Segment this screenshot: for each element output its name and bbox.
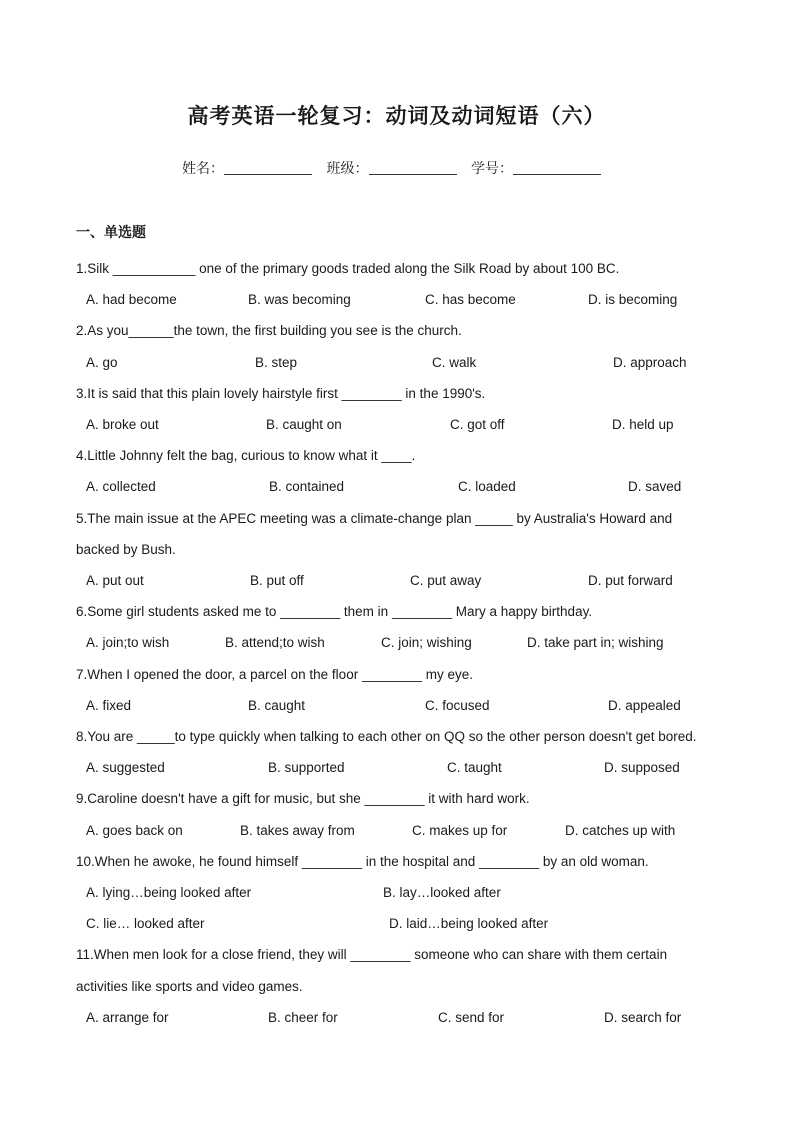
question-7-text: 7.When I opened the door, a parcel on the floor ________ my eye. [76,667,474,682]
option-c: C. lie… looked after [86,916,205,931]
option-d: D. approach [613,355,687,370]
option-b: B. contained [269,479,345,494]
option-d: D. search for [604,1010,682,1025]
page-title: 高考英语一轮复习：动词及动词短语（六） [187,104,606,128]
option-c: C. taught [447,760,502,775]
option-c: C. join; wishing [381,635,472,650]
option-b: B. lay…looked after [383,885,501,900]
option-c: C. focused [425,698,490,713]
option-a: A. suggested [86,760,165,775]
option-a: A. lying…being looked after [86,885,252,900]
option-a: A. broke out [86,417,159,432]
option-d: D. laid…being looked after [389,916,549,931]
option-a: A. had become [86,292,177,307]
option-b: B. was becoming [248,292,351,307]
option-c: C. walk [432,355,477,370]
option-b: B. supported [268,760,345,775]
question-9-text: 9.Caroline doesn't have a gift for music, but she ________ it with hard work. [76,791,530,806]
option-b: B. caught on [266,417,342,432]
question-2-text: 2.As you______the town, the first building you see is the church. [76,323,462,338]
name-label: 姓名： [182,161,225,177]
class-blank [369,160,457,175]
question-8-text: 8.You are _____to type quickly when talking to each other on QQ so the other person doesn't get bored. [76,729,697,744]
student-info-row [0,158,793,178]
question-10-text: 10.When he awoke, he found himself ________ in the hospital and ________ by an old woman. [76,854,649,869]
option-c: C. got off [450,417,505,432]
question-1-text: 1.Silk ___________ one of the primary goods traded along the Silk Road by about 100 BC. [76,261,620,276]
option-a: A. go [86,355,118,370]
option-b: B. caught [248,698,306,713]
question-11-text-line-2: activities like sports and video games. [76,979,303,994]
option-d: D. is becoming [588,292,678,307]
option-a: A. collected [86,479,156,494]
question-3-text: 3.It is said that this plain lovely hairstyle first ________ in the 1990's. [76,386,486,401]
option-b: B. step [255,355,298,370]
id-blank [513,160,601,175]
option-d: D. catches up with [565,823,676,838]
option-a: A. arrange for [86,1010,169,1025]
option-c: C. loaded [458,479,516,494]
option-a: A. fixed [86,698,132,713]
question-6-text: 6.Some girl students asked me to ________ them in ________ Mary a happy birthday. [76,604,593,619]
option-c: C. makes up for [412,823,508,838]
option-d: D. appealed [608,698,681,713]
option-b: B. takes away from [240,823,355,838]
option-a: A. goes back on [86,823,183,838]
section-title: 一、单选题 [76,225,146,241]
option-b: B. put off [250,573,304,588]
option-d: D. supposed [604,760,680,775]
option-a: A. join;to wish [86,635,170,650]
name-blank [224,160,312,175]
id-label: 学号： [470,161,513,177]
option-d: D. take part in; wishing [527,635,664,650]
question-11-text-line-1: 11.When men look for a close friend, they will ________ someone who can share with them certain [76,947,668,962]
option-d: D. put forward [588,573,673,588]
option-b: B. cheer for [268,1010,338,1025]
option-d: D. saved [628,479,682,494]
option-c: C. send for [438,1010,505,1025]
option-b: B. attend;to wish [225,635,325,650]
question-5-text-line-2: backed by Bush. [76,542,176,557]
question-4-text: 4.Little Johnny felt the bag, curious to know what it ____. [76,448,416,463]
option-a: A. put out [86,573,144,588]
option-c: C. has become [425,292,516,307]
option-c: C. put away [410,573,482,588]
option-d: D. held up [612,417,674,432]
class-label: 班级： [326,161,369,177]
question-5-text-line-1: 5.The main issue at the APEC meeting was a climate-change plan _____ by Australia's Howard and [76,511,673,526]
